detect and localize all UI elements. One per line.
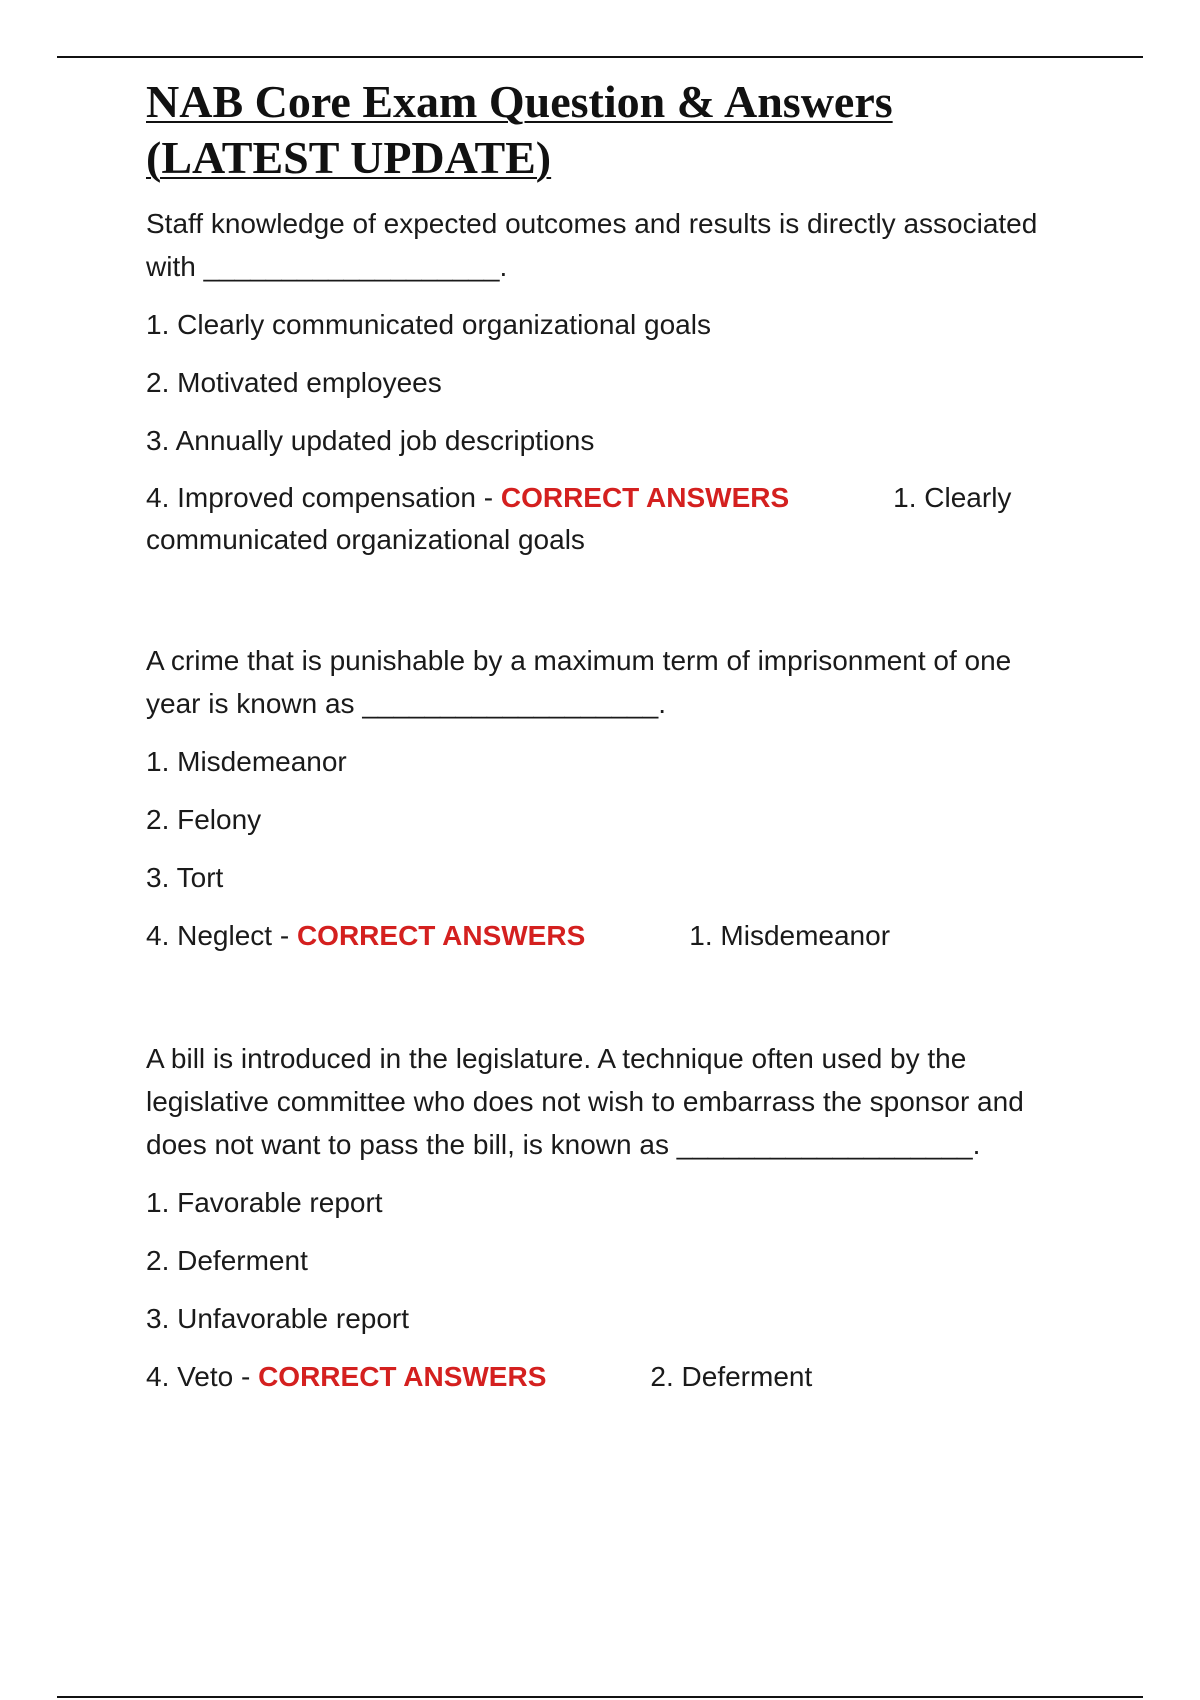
question-2-stem-line-1: A crime that is punishable by a maximum term of imprisonment of one (146, 645, 1012, 676)
question-2-stem (146, 639, 1096, 725)
question-3-correct-label: CORRECT ANSWERS (258, 1361, 547, 1392)
question-3-stem-line-3: does not want to pass the bill, is known as ___________________. (146, 1129, 981, 1160)
question-1-option-4 (146, 477, 1096, 561)
top-rule (57, 56, 1143, 58)
bottom-rule (57, 1696, 1143, 1698)
question-3-stem-line-2: legislative committee who does not wish to embarrass the sponsor and (146, 1086, 1024, 1117)
question-3-option-4-text: 4. Veto - (146, 1361, 259, 1392)
question-2-correct-label: CORRECT ANSWERS (296, 920, 586, 951)
question-1-stem (146, 202, 1096, 288)
question-block-1 (146, 202, 1096, 561)
question-1-option-1: 1. Clearly communicated organizational goals (146, 309, 711, 340)
question-2-option-4 (146, 914, 1096, 957)
question-3-option-3: 3. Unfavorable report (146, 1303, 410, 1334)
document-title (146, 74, 1096, 186)
question-3-stem (146, 1037, 1096, 1166)
question-block-2 (146, 639, 1096, 957)
question-3-option-4 (146, 1355, 1096, 1398)
question-1-answer-line-1: 1. Clearly (893, 482, 1012, 513)
question-2-option-1: 1. Misdemeanor (146, 746, 347, 777)
question-2-option-3: 3. Tort (146, 862, 224, 893)
question-2-option-2: 2. Felony (146, 804, 262, 835)
question-1-option-3: 3. Annually updated job descriptions (146, 425, 595, 456)
document-body (146, 74, 1096, 1398)
question-3-option-2: 2. Deferment (146, 1245, 308, 1276)
question-3-answer: 2. Deferment (650, 1361, 813, 1392)
title-line-2: (LATEST UPDATE) (146, 132, 552, 183)
question-block-3 (146, 1037, 1096, 1398)
title-line-1: NAB Core Exam Question & Answers (146, 76, 893, 127)
question-1-option-2: 2. Motivated employees (146, 367, 442, 398)
question-1-option-4-text: 4. Improved compensation - (146, 482, 501, 513)
question-1-stem-line-1: Staff knowledge of expected outcomes and results is directly associated (146, 208, 1038, 239)
question-2-answer: 1. Misdemeanor (689, 920, 891, 951)
question-3-stem-line-1: A bill is introduced in the legislature. A technique often used by the (146, 1043, 967, 1074)
question-1-correct-label: CORRECT ANSWERS (500, 482, 790, 513)
question-1-answer-line-2: communicated organizational goals (146, 524, 585, 555)
question-2-option-4-text: 4. Neglect - (146, 920, 297, 951)
question-2-stem-line-2: year is known as ___________________. (146, 688, 666, 719)
question-1-stem-line-2: with ___________________. (146, 251, 508, 282)
question-3-option-1: 1. Favorable report (146, 1187, 383, 1218)
